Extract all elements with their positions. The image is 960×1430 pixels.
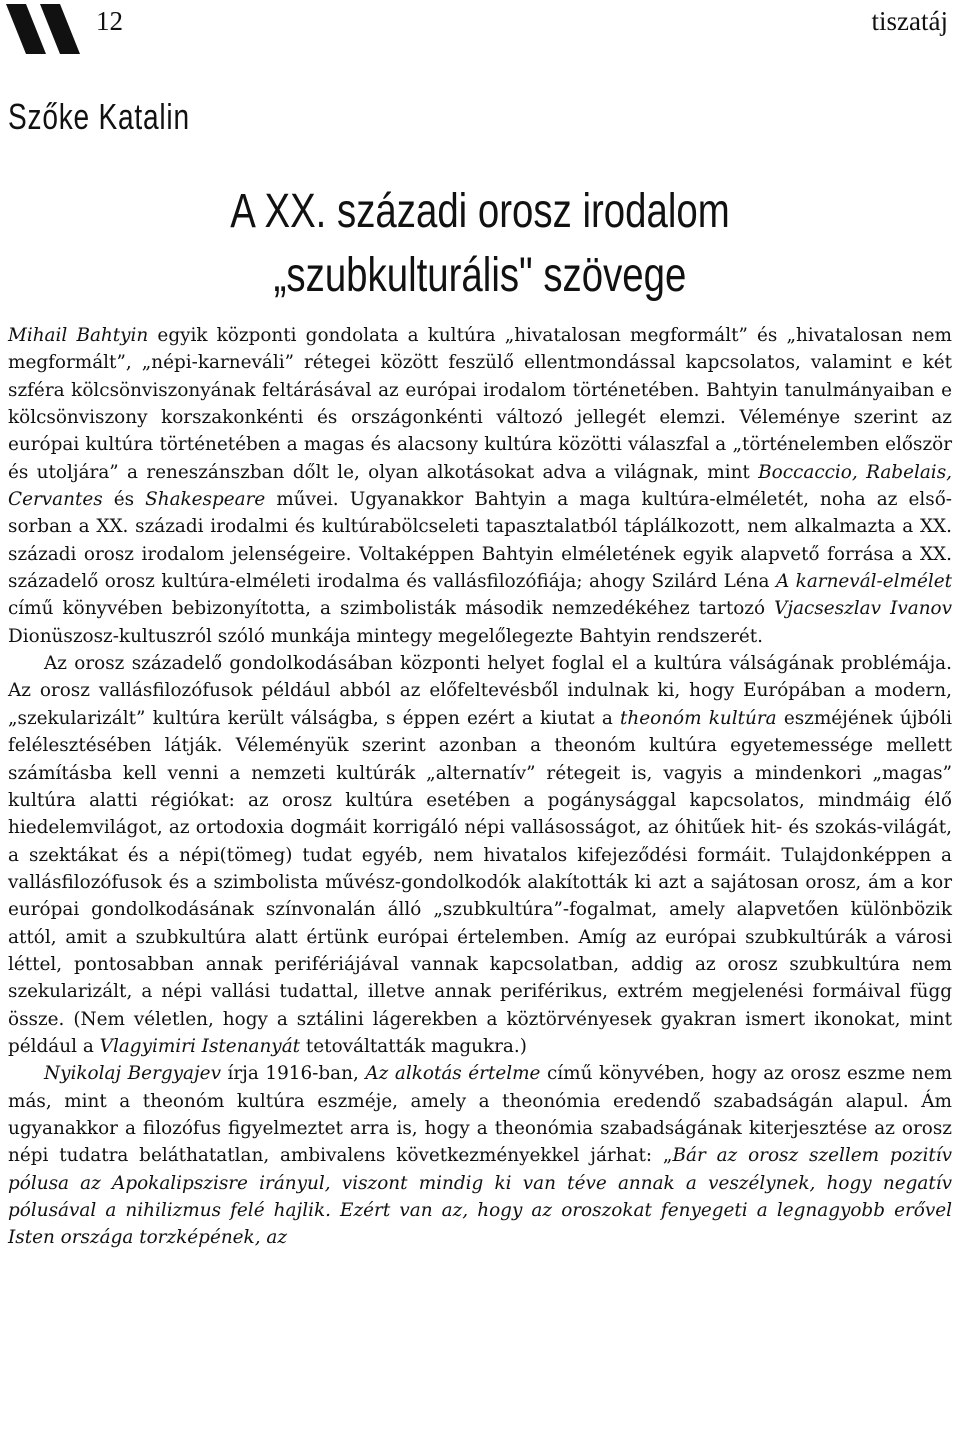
italic-text: Bár az orosz szellem pozitív pólusa az Apokalipszisre irányul, viszont mindig ki van téve annak a veszélynek, hogy negatív pólusával a nihilizmus felé hajlik. Ezért van az, hogy az oroszokat fenyegeti a legnagyobb erővel Isten országa torzképének, az <box>8 1145 952 1249</box>
title-line-2: „szubkulturális" szövege <box>273 249 687 302</box>
text-run: Az orosz századelő gondolkodásában központi helyet foglal el a kultúra válságának problémája. Az orosz vallásfilozófusok például abból az előfeltevésből indulnak ki, hogy Európában a modern, „szekularizált” kultúra került válságba, s éppen ezért a kiutat a <box>8 653 952 729</box>
author-name: Szőke Katalin <box>8 96 190 137</box>
italic-text: Shakespeare <box>145 489 266 511</box>
title-line-1: A XX. századi orosz irodalom <box>230 185 730 238</box>
text-run: művei. Ugyanakkor Bahtyin a maga kultúra-elméletét, noha az elsősorban a XX. századi irodalmi és kultúrabölcseleti tapasztalatból táplálkozott, nem alkalmazta a XX. századi orosz irodalom jelenségeire. Voltaképpen Bahtyin elméletének egyik alapvető forrása a XX. századelő orosz kultúra-elméleti irodalma és vallásfilozófiája; ahogy Szilárd Léna <box>8 489 953 593</box>
text-run: című könyvében, hogy az orosz eszme nem más, mint a theonóm kultúra eszméje, amely a theonómia eredendő szabadságán alapul. Ám ugyanakkor a filozófus figyelmeztet arra is, hogy a theonómia szabadságának kiterjesztése az orosz népi tudatra beláthatatlan, ambivalens következményekkel járhat: „ <box>8 1063 953 1167</box>
journal-name: tiszatáj <box>871 6 948 36</box>
page-header <box>0 0 960 56</box>
text-run: tetováltatták magukra.) <box>300 1035 527 1057</box>
text-run: írja 1916-ban, <box>220 1063 366 1085</box>
journal-logo-icon <box>6 4 86 54</box>
italic-text: Az alkotás értelme <box>365 1063 541 1085</box>
text-run: egyik központi gondolata a kultúra „hivatalosan megformált” és „hivatalosan nem megformált”, „népi-karneváli” rétegei között feszülő ellentmondással kapcsolatos, valamint e két szféra kölcsönviszonyának feltárásával az európai irodalom történetében. Bahtyin tanulmányaiban e kölcsönviszony korszakonkénti és országonkénti változó jellegét elemzi. Véleménye szerint az európai kultúra történetében a magas és alacsony kultúra közötti válaszfal a „történelemben először és utoljára” a reneszánszban dőlt le, olyan alkotásokat adva a világnak, mint <box>8 325 952 483</box>
article-title <box>0 180 960 308</box>
body-paragraph <box>8 1060 952 1251</box>
text-run: Dionüszosz-kultuszról szóló munkája mintegy megelőlegezte Bahtyin rendszerét. <box>8 625 763 647</box>
body-paragraph <box>8 650 952 1060</box>
article-body <box>8 322 952 1252</box>
italic-text: Mihail Bahtyin <box>8 325 149 346</box>
text-run: című könyvében bebizonyította, a szimbolisták második nemzedékéhez tartozó <box>8 598 775 620</box>
italic-text: Nyikolaj Bergyajev <box>44 1063 221 1085</box>
italic-text: Boccaccio, Rabelais, Cervantes <box>8 461 952 511</box>
text-run: eszméjének újbóli felélesztésében látják. Véleményük szerint azonban a theonóm kultúra egyetemessége mellett számításba kell venni a nemzeti kultúrák „alternatív” rétegeit is, vagyis a mindenkori „magas” kultúra alatti régiókat: az orosz kultúra esetében a pogánysággal kapcsolatos, mindmáig élő hiedelemvilágot, az ortodoxia dogmáit korrigáló népi vallásosságot, az óhitűek hit- és szokás-világát, a szektákat és a népi(tömeg) tudat egyéb, nem hivatalos kifejeződési formáit. Tulajdonképpen a vallásfilozófusok és a szimbolista művész-gondolkodók alakították ki azt a sajátosan orosz, ám a kor európai gondolkodásának színvonalán álló „szubkultúra”-fogalmat, amely alapvetően különbözik attól, amit a szubkultúra alatt értünk európai értelemben. Amíg az európai szubkultúrák a városi léttel, pontosabban annak perifériájával vannak kapcsolatban, addig az orosz szubkultúra nem szekularizált, a népi vallási tudattal, illetve annak periférikus, extrém megjelenési formáival függ össze. (Nem véletlen, hogy a sztálini lágerekben a köztörvényesek gyakran ismert ikonokat, mint például a <box>8 707 952 1057</box>
italic-text: Vjacseszlav Ivanov <box>774 598 953 620</box>
italic-text: A karnevál-elmélet <box>775 571 952 593</box>
text-run: és <box>102 489 146 511</box>
italic-text: Vlagyimiri Istenanyát <box>99 1035 301 1057</box>
body-paragraph <box>8 322 952 650</box>
page-number: 12 <box>96 6 123 36</box>
italic-text: theonóm kultúra <box>620 707 777 729</box>
